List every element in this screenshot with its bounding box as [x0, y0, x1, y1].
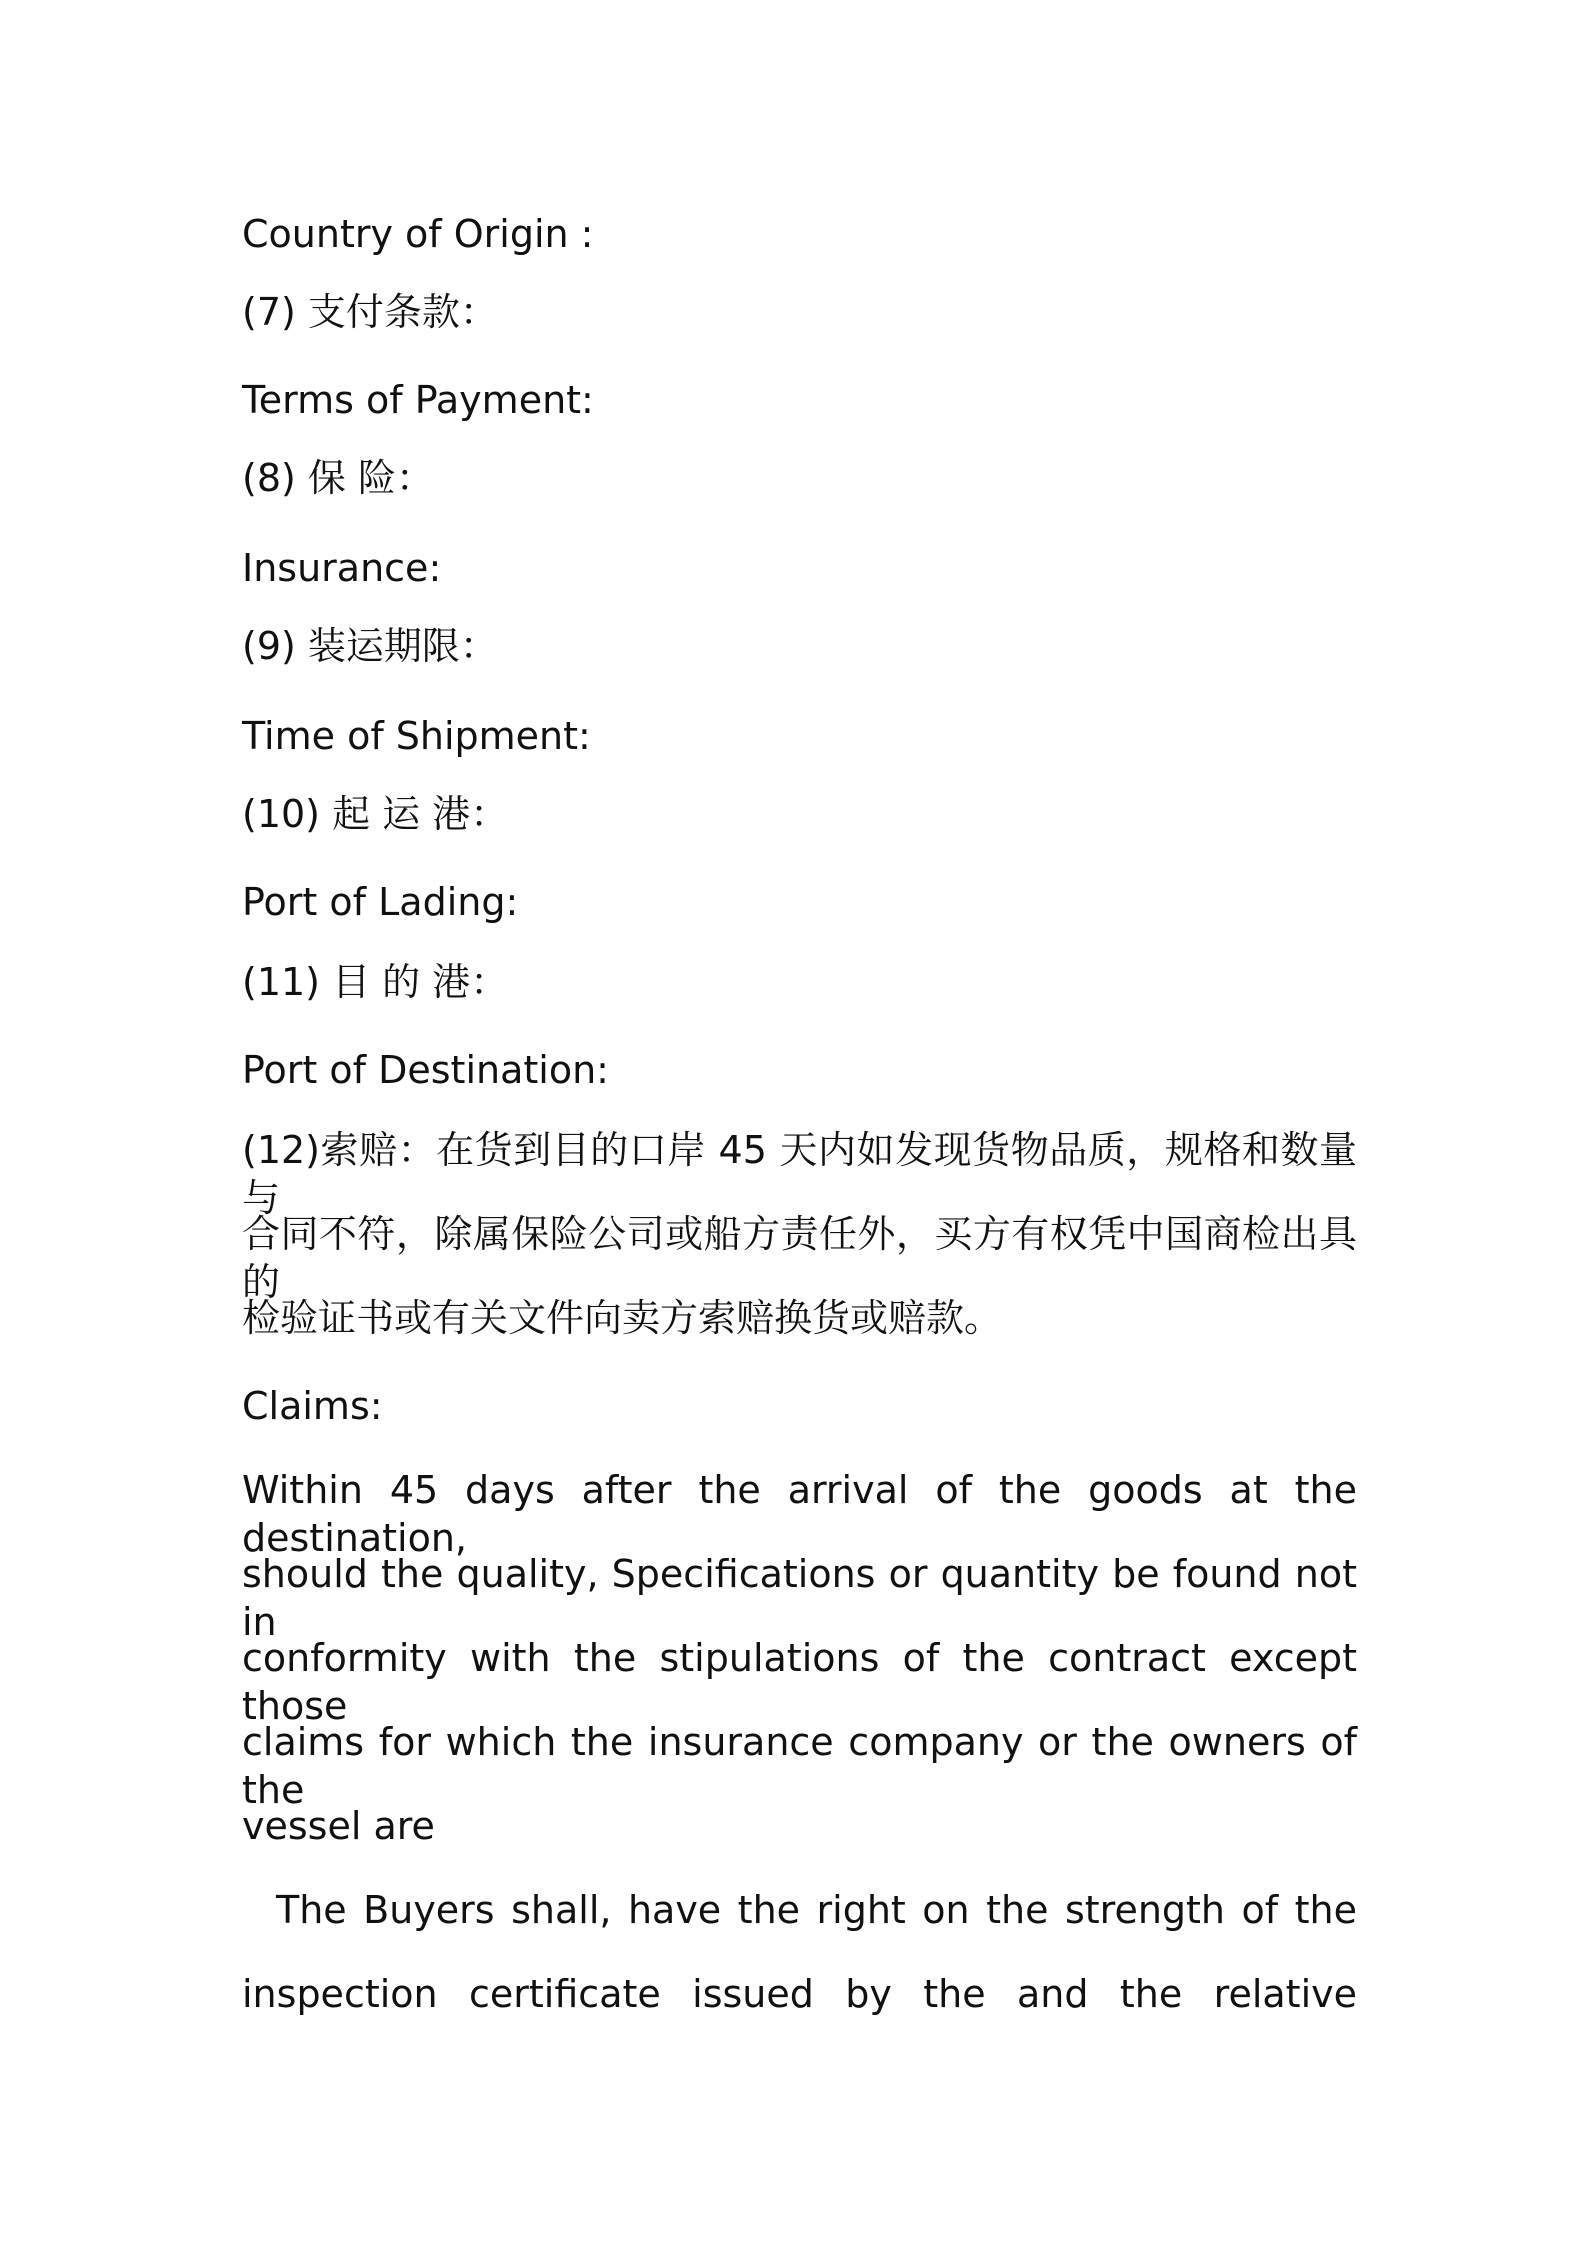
port-of-destination-cn: (11) 目 的 港：	[242, 960, 509, 1004]
claims-cn-line-1: (12)索赔：在货到目的口岸 45 天内如发现货物品质，规格和数量与	[242, 1128, 1357, 1220]
country-of-origin-label: Country of Origin :	[242, 212, 594, 256]
claims-cn-line-3: 检验证书或有关文件向卖方索赔换货或赔款。	[242, 1296, 1003, 1340]
claims-en-line-2: should the quality, Specifications or quantity be found not in	[242, 1552, 1357, 1644]
claims-en-line-4: claims for which the insurance company or the owners of the	[242, 1720, 1357, 1812]
port-of-lading-label: Port of Lading:	[242, 880, 519, 924]
claims-cn-line-2: 合同不符，除属保险公司或船方责任外，买方有权凭中国商检出具的	[242, 1212, 1357, 1304]
port-of-lading-cn: (10) 起 运 港：	[242, 792, 509, 836]
claims-label: Claims:	[242, 1384, 383, 1428]
buyers-right-line-2: inspection certificate issued by the and the relative	[242, 1972, 1357, 2016]
insurance-label: Insurance:	[242, 546, 442, 590]
buyers-right-line-1: The Buyers shall, have the right on the strength of the	[276, 1888, 1357, 1932]
claims-en-line-1: Within 45 days after the arrival of the goods at the destination,	[242, 1468, 1357, 1560]
claims-en-line-5: vessel are	[242, 1804, 435, 1848]
time-of-shipment-label: Time of Shipment:	[242, 714, 591, 758]
claims-en-line-3: conformity with the stipulations of the contract except those	[242, 1636, 1357, 1728]
terms-of-payment-label: Terms of Payment:	[242, 378, 594, 422]
shipment-time-cn: (9) 装运期限：	[242, 624, 498, 668]
payment-terms-cn: (7) 支付条款：	[242, 290, 498, 334]
insurance-cn: (8) 保 险：	[242, 456, 434, 500]
port-of-destination-label: Port of Destination:	[242, 1048, 609, 1092]
